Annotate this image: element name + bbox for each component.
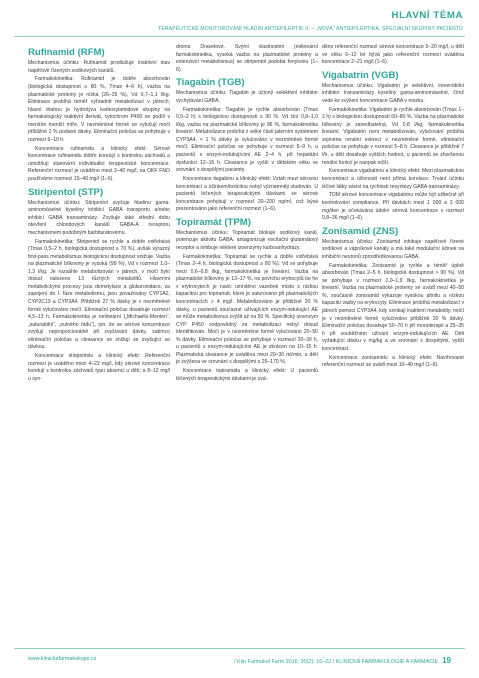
heading-tiagabin: Tiagabin (TGB) [176, 77, 245, 89]
paragraph: dromu Dravetové. Svými vlastnostmi (nelineární farmakokinetika, vysoká vazba na plazmatické proteiny a extenzivní metabolismus) se stiripentol podobá fenytoinu (1–6). [176, 44, 318, 73]
paragraph: Farmakokinetika: Zonisamid je rychle a téměř úplně absorbován (Tmax 2–5 h, biologická dostupnost > 90 %). Vd se pohybuje v rozmezí 1,0–1,9 l/kg, farmakokinetika je lineární. Vazba na plazmatické proteiny se uvádí mezi 40–50 %, současně zonisamid vykazuje vysokou afinitu a nízkou kapacitu vazby na erytrocyty. Eliminace probíhá metabolizací v játrech pomocí CYP3A4, kdy vznikají inaktivní metabolity, močí je v nezměněné formě vylučováno přibližně 30 % dávky. Eliminační poločas dosahuje 50–70 h při monoterapii a 25–35 h při souběžném užívání enzym-indukujících AE. Děti vyžadující dávku v mg/kg a ve srovnání s dospělými, vyšší koncentrací. [322, 262, 464, 352]
paragraph: Koncentrace topiramátu a klinický efekt: U pacientů léčených terapeutickými dávkami je uvá- [176, 368, 318, 382]
paragraph: Koncentrace zonisamidu a klinický efekt: Navrhované referenční rozmezí se uvádí mezi 10–40 mg/l (1–6). [322, 354, 464, 369]
paragraph: Farmakokinetika: Topiramát se rychle a dobře vstřebává (Tmax 2–4 h, biologická dostupnost ≥ 80 %). Vd se pohybuje mezi 0,6–0,8 l/kg, farmakokinetika je lineární. Vazba na plazmatické bílkoviny je 13–17 %, na povrchu erytrocytů be ho v erytrocytech je navic umístěno vazebné místo s nízkou kapacitou pro topiramát, které je saturováno při plazmatických koncentracích > 4 mg/l. Metabolizováno je přibližně 20 % dávky, u pacientů současně užívajících enzym-indukující AE se může metabolismus zvýšit až na 50 %. Specifický izoenzym CYP P450 zodpovědný za metabolizaci nebyl dosud identifikován. Močí je v nezměněné formě vylučováno 20–50 % dávky. Eliminační poločas se pohybuje v rozmezí 20–30 h, u pacientů s enzym-indukujícími AE je zkrácen na 10–15 h. Plazmatická clearance je uváděna mezi 20–30 ml/min, u dětí je zvýšena ve srovnání s dospělými o 25–170 %. [176, 253, 318, 366]
heading-stiripentol: Stiripentol (STP) [28, 186, 104, 198]
paragraph: Mechanismus účinku: Stiripentol zvyšuje hladinu gama-aminomáselné kyseliny inhibicí GABA transportu a/nebo inhibicí GABA transaminázy. Zvyšuje také střední dobu otevření chloridových kanálů GABA-A receptoru mechanismem podobným barbiturátovému. [28, 199, 170, 236]
paragraph: Mechanismus účinku: Vigabatrin je selektivní, ireverzibilní inhibitor transaminázy kyseliny gama-aminomáselné, čímž vede ke zvýšení koncentrace GABA v mozku. [322, 82, 464, 104]
page-number: 19 [442, 656, 451, 665]
paragraph: Koncentrace tiagabinu a klinický efekt: Vztah mezi sérovou koncentrací a účinkem/toxicitou nebyl významněji studován. U pacientů léčených terapeutickými dávkami se sérové koncentrace pohybují v rozmezí 20–200 ng/ml, což bývá prezentováno jako referenční rozmezí (1–6). [176, 175, 318, 213]
citation [234, 656, 451, 665]
paragraph: Farmakokinetika: Stiripentol se rychle a dobře vstřebává (Tmax 0,5–2 h, biologická dostupnost ≥ 70 %), avšak výrazný first-pass metabolismus biologickou dostupnost snižuje. Vazba na plazmatické bílkoviny je vysoká (99 %), Vd v rozmezí 1,0–1,3 l/kg. Je rozsáhle metabolizován v játrech, v moči bylo dosud nalezeno 13 různých metabolitů. Hlavními metabolickými procesy jsou demetylace a glukuronidace, za zapojení do I. fáze metabolismu, jsou považovány CYP1A2, CYP2C19 a CYP3A4. Přibližně 27 % dávky je v nezměněné formě vylučováno močí. Eliminační poločas dosahuje rozmezí 4,5–13 h. Farmakokinetika je nelineární („Michaelis-Menten“, „saturabilní“, „nulného řádu“), tzn. že se sérové koncentrace zvyšují neproporcionálně při zvyšování dávky, zatímco eliminační poločas a clearance se snižují se zvyšující se dávkou. [28, 238, 170, 351]
paragraph: Mechanismus účinku: Tiagabin je účinný selektivní inhibitor vychytávání GABA. [176, 90, 318, 104]
citation-text: / Klin Farmakol Farm 2016; 30(2): 16–22 / KLINICKÁ FARMAKOLOGIE A FARMACIE [234, 659, 439, 665]
paragraph: Koncentrace rufinamidu a klinický efekt: Sérové koncentrace rufinamidu dobře korelují s kontrolou záchvatů a umožňují stanovení individuální terapeutické koncentrace. Referenční rozmezí je uváděno mezi 3–40 mg/l, na OKF FNO používáme rozmezí 15–40 mg/l (1–6). [28, 145, 170, 182]
page-header [0, 6, 479, 40]
column-1 [28, 44, 170, 385]
column-3 [322, 44, 464, 371]
article-subtitle: TERAPEUTICKÉ MONITOROVÁNÍ HLADIN ANTIEPILEPTIK II. – „NOVÁ“ ANTIEPILEPTIKA, SPECIÁLNÍ SKUPINY PACIENTŮ [158, 26, 463, 32]
journal-website-link[interactable]: www.klinickafarmakologie.cz [28, 656, 97, 662]
section-title: HLAVNÍ TÉMA [391, 10, 463, 21]
paragraph: TDM sérové koncentrace vigabatrinu může být užitečné při kontrolování compliance. Při dávkách mezi 1 000 a 3 000 mg/den je očekávána údolní sérová koncentrace v rozmezí 0,8–36 mg/l (1–6). [322, 192, 464, 222]
footer-divider [14, 648, 465, 649]
paragraph: Farmakokinetika: Vigabatrin je rychle absorbován (Tmax 1–2 h) s biologickou dostupností 60–80 %. Vazba na plazmatické bílkoviny je zanedbatelná, Vd 0,8 l/kg, farmakokinetika lineární. Vigabatrin není metabolizován, vylučování probíhá zejména renální exkrecí v nezměněné formě, eliminační poločas se pohybuje v rozmezí 5–8 h. Clearance je přibližně 7 l/h, u dětí dosahuje vyšších hodnot, u pacientů se zhoršenou renální funkcí je naopak nižší. [322, 106, 464, 166]
heading-rufinamid: Rufinamid (RFM) [28, 47, 105, 58]
header-divider [14, 36, 465, 37]
paragraph: Mechanismus účinku: Rufinamid prodlužuje inaktivní stav napěťově řízených sodíkových kanálů. [28, 60, 170, 74]
paragraph: Mechanismus účinku: Zonisamid inhibuje napěťově řízené sodíkové a vápníkové kanály a má také modulační účinek na inhibiční neuronů zprostředkovanou GABA. [322, 238, 464, 260]
column-2 [176, 44, 318, 385]
paragraph: Mechanismus účinku: Topiramát blokuje sodíkový kanál, potencuje aktivitu GABA, antagonizuje excitační glutamátový receptor a inhibuje některé izoenzymy karboanhydrázy. [176, 229, 318, 251]
heading-zonisamid: Zonisamid (ZNS) [322, 225, 399, 237]
paragraph: Farmakokinetika: Tiagabin je rychle absorbován (Tmax 0,5–2 h) s biologickou dostupností ≥ 90 %. Vd činí 0,8–1,0 l/kg, vazba na plazmatické bílkoviny je 96 %, farmakokinetika lineární. Metabolizace probíhá z velké části jaterním systémem CYP3A4, < 1 % dávky je vylučováno v nezměněné formě močí. Eliminační poločas se pohybuje v rozmezí 5–9 h, u pacientů s enzym-indukujícími AE 2–4 h, při hepatální dysfunkci 12–16 h. Clearance je vyšší v dětském věku ve srovnání s dospělými pacienty. [176, 106, 318, 174]
page-footer [0, 648, 479, 670]
paragraph: Koncentrace stiripentolu a klinický efekt: Referenční rozmezí je uváděno mezi 4–22 mg/l, kdy sérové koncentrace korelují s kontrolou záchvatů typu absencí u dětí; a 8–12 mg/l u syn- [28, 353, 170, 382]
heading-topiramat: Topiramát (TPM) [176, 216, 251, 228]
paragraph: Koncentrace vigabatrinu a klinický efekt: Mezi plazmatickou koncentrací a účinností není přímá korelace. Trvání účinku léčivé látky závisí na rychlosti resyntézy GABA transaminázy. [322, 168, 464, 190]
paragraph: děno referenční rozmezí sérové koncentrace 5–20 mg/l, u dětí ve věku 6–12 let bývá jako referenční rozmezí uváděna koncentrace 2–21 mg/l (1–6). [322, 44, 464, 66]
paragraph: Farmakokinetika: Rufinamid je dobře absorbován (biologická dostupnost ≥ 80 %, Tmax 4–6 h), vazba na plazmatické proteiny je nízká (26–35 %), Vd 0,7–1,1 l/kg. Eliminace probíhá téměř výhradně metabolizací v játrech, hlavní drahou je hydrolýza karboxylamidové skupiny na farmakologicky inaktivní derivát, cytochrom P450 se podílí v menším mentší míře. V nezměněné formě se vylučují moči přibližně 2 % podané dávky. Eliminační poločas se pohybuje v rozmezí 6–10 h. [28, 76, 170, 143]
heading-vigabatrin: Vigabatrin (VGB) [322, 69, 399, 81]
